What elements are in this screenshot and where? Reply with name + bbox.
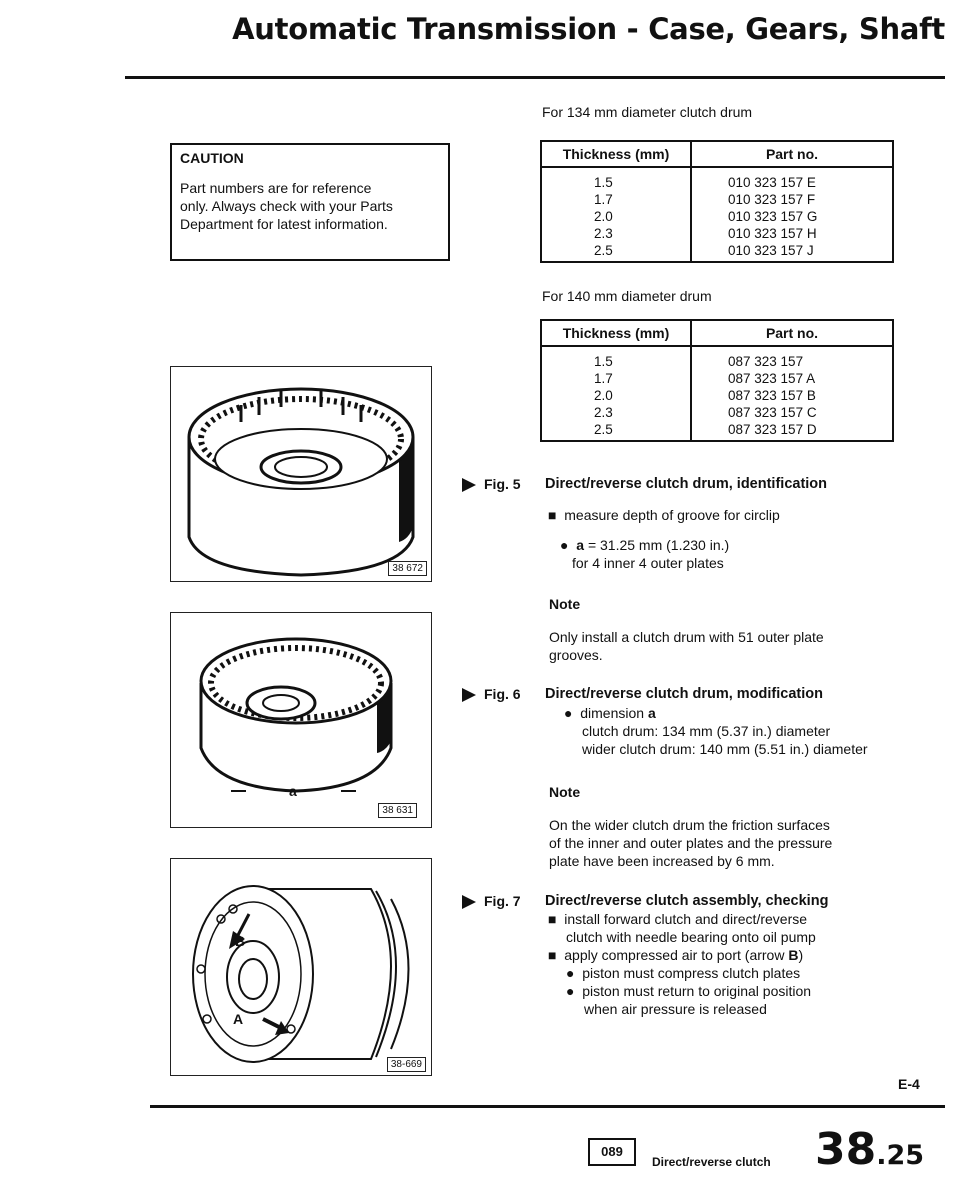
round-bullet-icon: ● — [566, 965, 575, 981]
thickness-value: 1.5 — [594, 354, 613, 369]
part-number: 087 323 157 — [728, 354, 804, 369]
pointer-arrow-icon — [462, 895, 476, 909]
part-cell — [691, 167, 893, 262]
square-bullet-icon: ■ — [548, 911, 557, 927]
fig6-tag: 38 631 — [378, 803, 417, 818]
footer-rule — [150, 1105, 945, 1108]
round-bullet-icon: ● — [560, 537, 569, 553]
fig6-note-text: On the wider clutch drum the friction surfaces of the inner and outer plates and the pressure plate have been increased by 6 mm. — [549, 817, 833, 869]
square-bullet-icon: ■ — [548, 507, 557, 523]
caution-heading: CAUTION — [180, 150, 244, 166]
fig6-dimension-label: a — [289, 783, 297, 799]
page-number: 38.25 — [815, 1124, 925, 1175]
part-number: 010 323 157 H — [728, 226, 817, 241]
col-header-part: Part no. — [691, 141, 893, 167]
col-header-thickness: Thickness (mm) — [541, 141, 691, 167]
thickness-value: 2.3 — [594, 226, 613, 241]
fig7-title: Direct/reverse clutch assembly, checking — [545, 893, 829, 909]
thickness-value: 1.7 — [594, 371, 613, 386]
clutch-assembly-drawing — [171, 859, 430, 1074]
fig7-ref: Fig. 7 — [462, 893, 521, 909]
page-title: Automatic Transmission - Case, Gears, Shaft — [232, 12, 945, 46]
parts-table-134 — [540, 140, 894, 263]
fig5-title: Direct/reverse clutch drum, identification — [545, 476, 828, 492]
fig7-label-b: B — [235, 933, 246, 949]
fig7-body: ■ install forward clutch and direct/reverse clutch with needle bearing onto oil pump ■ apply compressed air to port (arrow B) ● piston must compress clutch plates ● piston must return to original position when air pressure is released — [548, 911, 816, 1017]
caution-line: Department for latest information. — [180, 216, 388, 232]
thickness-value: 2.5 — [594, 243, 613, 258]
table140-caption: For 140 mm diameter drum — [542, 288, 712, 304]
round-bullet-icon: ● — [564, 705, 573, 721]
thickness-value: 1.7 — [594, 192, 613, 207]
pointer-arrow-icon — [462, 688, 476, 702]
caution-line: only. Always check with your Parts — [180, 198, 393, 214]
fig5-substep: ● a = 31.25 mm (1.230 in.) for 4 inner 4 outer plates — [560, 537, 730, 571]
thickness-value: 2.3 — [594, 405, 613, 420]
header-rule — [125, 76, 945, 79]
thickness-value: 2.5 — [594, 422, 613, 437]
clutch-drum-modified-drawing — [171, 613, 430, 826]
thickness-value: 2.0 — [594, 209, 613, 224]
thickness-cell — [541, 167, 691, 262]
col-header-part: Part no. — [691, 320, 893, 346]
part-number: 087 323 157 D — [728, 422, 817, 437]
fig6-title: Direct/reverse clutch drum, modification — [545, 686, 823, 702]
part-number: 010 323 157 J — [728, 243, 814, 258]
fig7-label-a: A — [233, 1011, 244, 1027]
parts-table-140 — [540, 319, 894, 442]
fig7-illustration — [170, 858, 432, 1076]
col-header-thickness: Thickness (mm) — [541, 320, 691, 346]
fig6-ref: Fig. 6 — [462, 686, 521, 702]
fig6-illustration — [170, 612, 432, 828]
fig5-ref: Fig. 5 — [462, 476, 521, 492]
caution-line: Part numbers are for reference — [180, 180, 372, 196]
part-cell — [691, 346, 893, 441]
fig7-tag: 38-669 — [387, 1057, 426, 1072]
part-number: 010 323 157 G — [728, 209, 818, 224]
round-bullet-icon: ● — [566, 983, 575, 999]
part-number: 010 323 157 E — [728, 175, 816, 190]
fig5-illustration — [170, 366, 432, 582]
clutch-drum-drawing — [171, 367, 430, 580]
part-number: 010 323 157 F — [728, 192, 816, 207]
table134-caption: For 134 mm diameter clutch drum — [542, 104, 753, 120]
part-number: 087 323 157 C — [728, 405, 817, 420]
fig6-body: ● dimension a clutch drum: 134 mm (5.37 in.) diameter wider clutch drum: 140 mm (5.51 in.) diameter — [564, 705, 868, 757]
thickness-value: 2.0 — [594, 388, 613, 403]
section-code-box: 089 — [588, 1138, 636, 1166]
thickness-value: 1.5 — [594, 175, 613, 190]
footer-section-label: Direct/reverse clutch — [652, 1155, 771, 1169]
fig5-note-text: Only install a clutch drum with 51 outer plate grooves. — [549, 629, 824, 663]
side-code: E-4 — [898, 1076, 920, 1092]
part-number: 087 323 157 B — [728, 388, 816, 403]
square-bullet-icon: ■ — [548, 947, 557, 963]
part-number: 087 323 157 A — [728, 371, 816, 386]
fig5-tag: 38 672 — [388, 561, 427, 576]
thickness-cell — [541, 346, 691, 441]
fig6-note-label: Note — [549, 784, 581, 800]
fig5-step: ■ measure depth of groove for circlip — [548, 507, 780, 523]
caution-box — [170, 143, 450, 261]
pointer-arrow-icon — [462, 478, 476, 492]
fig5-note-label: Note — [549, 596, 581, 612]
